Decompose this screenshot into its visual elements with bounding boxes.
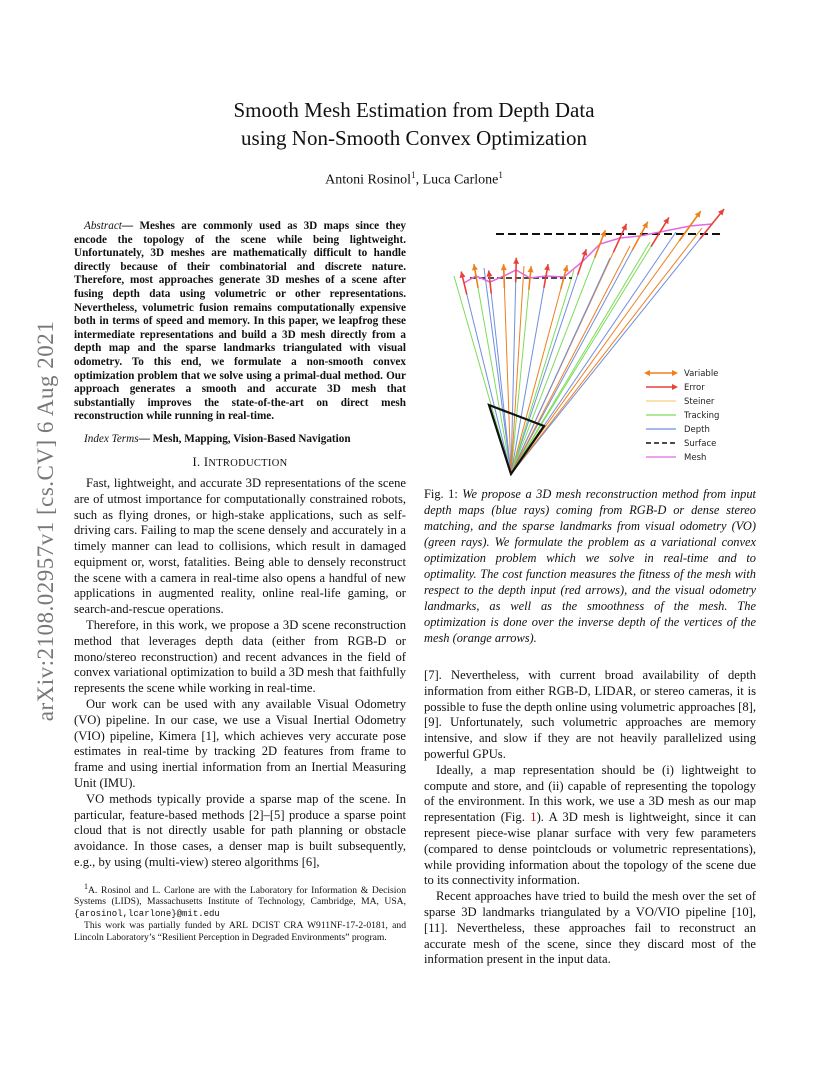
- arxiv-identifier-text: arXiv:2108.02957v1 [cs.CV] 6 Aug 2021: [33, 320, 58, 722]
- ray-line: [476, 276, 511, 474]
- paragraph: Fast, lightweight, and accurate 3D representations of the scene are of utmost importance for computationally constrained robots, such as flying drones, or high-stake applications, such as self-driving cars. Failing to map the scene densely and accurately in a timely manner can lead to collisions, which result in damaged equipment or, worst, fatalities. Being able to densely reconstruct the scene with a camera in real-time also opens a handful of new applications in augmented reality, online real-life gaming, or search-and-rescue operations.: [74, 475, 406, 617]
- legend-label: Surface: [684, 439, 717, 449]
- arxiv-identifier: [26, 286, 66, 756]
- section-heading: I. INTRODUCTION: [192, 454, 288, 469]
- author-affiliation-mark: 1: [498, 170, 503, 180]
- caption-text: We propose a 3D mesh reconstruction method from input depth maps (blue rays) coming from RGB-D or dense stereo matching, and the sparse landmarks from visual odometry (VO) (green rays). We formulate the problem as a variational convex optimization problem which we solve in real-time and to optimality. The cost function measures the fitness of the mesh with respect to the depth input (red arrows), and the visual odometry landmarks, as well as the smoothness of the mesh. The optimization is done over the inverse depth of the vertices of the mesh (orange arrows).: [424, 487, 756, 645]
- arrow-head: [460, 272, 466, 279]
- legend-arrow-head: [644, 370, 650, 376]
- abstract-label: Abstract: [84, 220, 122, 232]
- legend-label: Mesh: [684, 453, 707, 463]
- author-name: Luca Carlone: [422, 172, 499, 188]
- arrow-head: [528, 266, 534, 272]
- legend-label: Tracking: [684, 411, 720, 421]
- paragraph: VO methods typically provide a sparse map of the scene. In particular, feature-based methods [2]–[5] produce a sparse point cloud that is not directly usable for path planning or obstacle avoidance. In those cases, a denser map is built subsequently, e.g., by using (multi-view) stereo algorithms [6],: [74, 791, 406, 870]
- paper-title: [0, 96, 828, 152]
- ray-line: [511, 232, 660, 474]
- legend-arrow-head: [672, 384, 678, 390]
- arrow-head: [582, 249, 588, 256]
- abstract-text: — Meshes are commonly used as 3D maps since they encode the topology of the scene while being lightweight. Unfortunately, 3D meshes are mathematically difficult to handle directly because of their combinatorial and discrete nature. Therefore, most approaches generate 3D meshes of a scene after fusing depth data using volumetric or other representations. Nevertheless, volumetric fusion remains computationally expensive both in terms of speed and memory. In this paper, we leapfrog these intermediate representations and build a 3D mesh directly from a depth map and the sparse landmarks triangulated with visual odometry. To this end, we formulate a non-smooth convex optimization problem that we solve using a primal-dual method. Our approach generates a smooth and accurate 3D mesh that substantially improves the state-of-the-art on direct mesh reconstruction while running in real-time.: [74, 220, 406, 423]
- right-body-text: [424, 668, 756, 968]
- legend-arrow-head: [672, 370, 678, 376]
- right-column: [424, 486, 756, 968]
- ray-line: [464, 283, 511, 474]
- left-body-text: [74, 476, 406, 871]
- index-terms-text: — Mesh, Mapping, Vision-Based Navigation: [138, 432, 351, 445]
- legend-label: Error: [684, 383, 705, 393]
- paragraph: [7]. Nevertheless, with current broad availability of depth information from either RGB-D, LIDAR, or stereo cameras, it is possible to fuse the depth online using volumetric approaches [8], [9]. Unfortunately, such volumetric approaches are memory intensive, and slow if they are not heavily parallelized using powerful GPUs.: [424, 668, 756, 761]
- paragraph: Therefore, in this work, we propose a 3D scene reconstruction method that leverages depth data (either from RGB-D or mono/stereo reconstruction) and recent advances in the field of convex variational optimization to build a 3D mesh that faithfully represents the scene while working in real-time.: [74, 618, 406, 696]
- arrow-head: [513, 258, 519, 264]
- author-affiliation-mark: 1: [411, 170, 416, 180]
- abstract: [74, 220, 406, 424]
- legend-label: Steiner: [684, 397, 715, 407]
- legend: [644, 369, 719, 463]
- footnote: $^1$A. Rosinol and L. Carlone are with the Laboratory for Information & Decision Systems (LIDS), Massachusetts Institute of Technology, Cambridge, MA, USA, {arosinol,lcarlone}@mit.edu This work was partially funded by ARL DCIST CRA W911NF-17-2-0181, and Lincoln Laboratory’s “Resilient Perception in Degraded Environments” program.: [74, 881, 406, 943]
- arrow-head: [472, 264, 478, 270]
- index-terms-label: Index Terms: [84, 432, 139, 445]
- mesh-diagram: [424, 206, 754, 476]
- caption-label: Fig. 1:: [424, 487, 463, 501]
- legend-label: Variable: [684, 369, 719, 379]
- arrow-head: [544, 264, 550, 270]
- figure-1: [424, 206, 754, 476]
- left-column: [74, 220, 406, 943]
- figure-reference-link[interactable]: 1: [530, 810, 537, 825]
- author-name: Antoni Rosinol: [325, 172, 412, 188]
- ray-line: [511, 224, 712, 474]
- index-terms: [74, 432, 406, 446]
- author-list: Antoni Rosinol$^1$, Luca Carlone$^1$: [325, 170, 503, 188]
- arrow-head: [501, 264, 507, 270]
- paragraph: Recent approaches have tried to build the mesh over the set of sparse 3D landmarks triangulated by a VO/VIO pipeline [10], [11]. Nevertheless, these approaches fail to reconstruct an accurate mesh of the scene, since they discard most of the information present in the input data.: [424, 889, 756, 967]
- title-line-1: Smooth Mesh Estimation from Depth Data: [233, 98, 595, 122]
- arrow-head: [695, 211, 701, 218]
- paragraph: Ideally, a map representation should be (i) lightweight to compute and store, and (ii) capable of representing the topology of the environment. In this work, we use a 3D mesh as our map representation (Fig. 1). A 3D mesh is lightweight, since it can represent piece-wise planar surface with very few parameters (compared to dense pointclouds or volumetric representations), while providing information about the topology of the scene due to its connectivity information.: [424, 762, 756, 888]
- title-line-2: using Non-Smooth Convex Optimization: [241, 126, 587, 150]
- legend-label: Depth: [684, 425, 710, 435]
- ray-line: [511, 266, 524, 474]
- figure-caption: [424, 486, 756, 646]
- paragraph: Our work can be used with any available Visual Odometry (VO) pipeline. In our case, we use a Visual Inertial Odometry (VIO) pipeline, Kimera [1], which achieves very accurate pose estimates in real-time by tracking 2D features from frame to frame and using inertial information from an Inertial Measuring Unit (IMU).: [74, 697, 406, 791]
- author-email: {arosinol,lcarlone}@mit.edu: [74, 908, 220, 919]
